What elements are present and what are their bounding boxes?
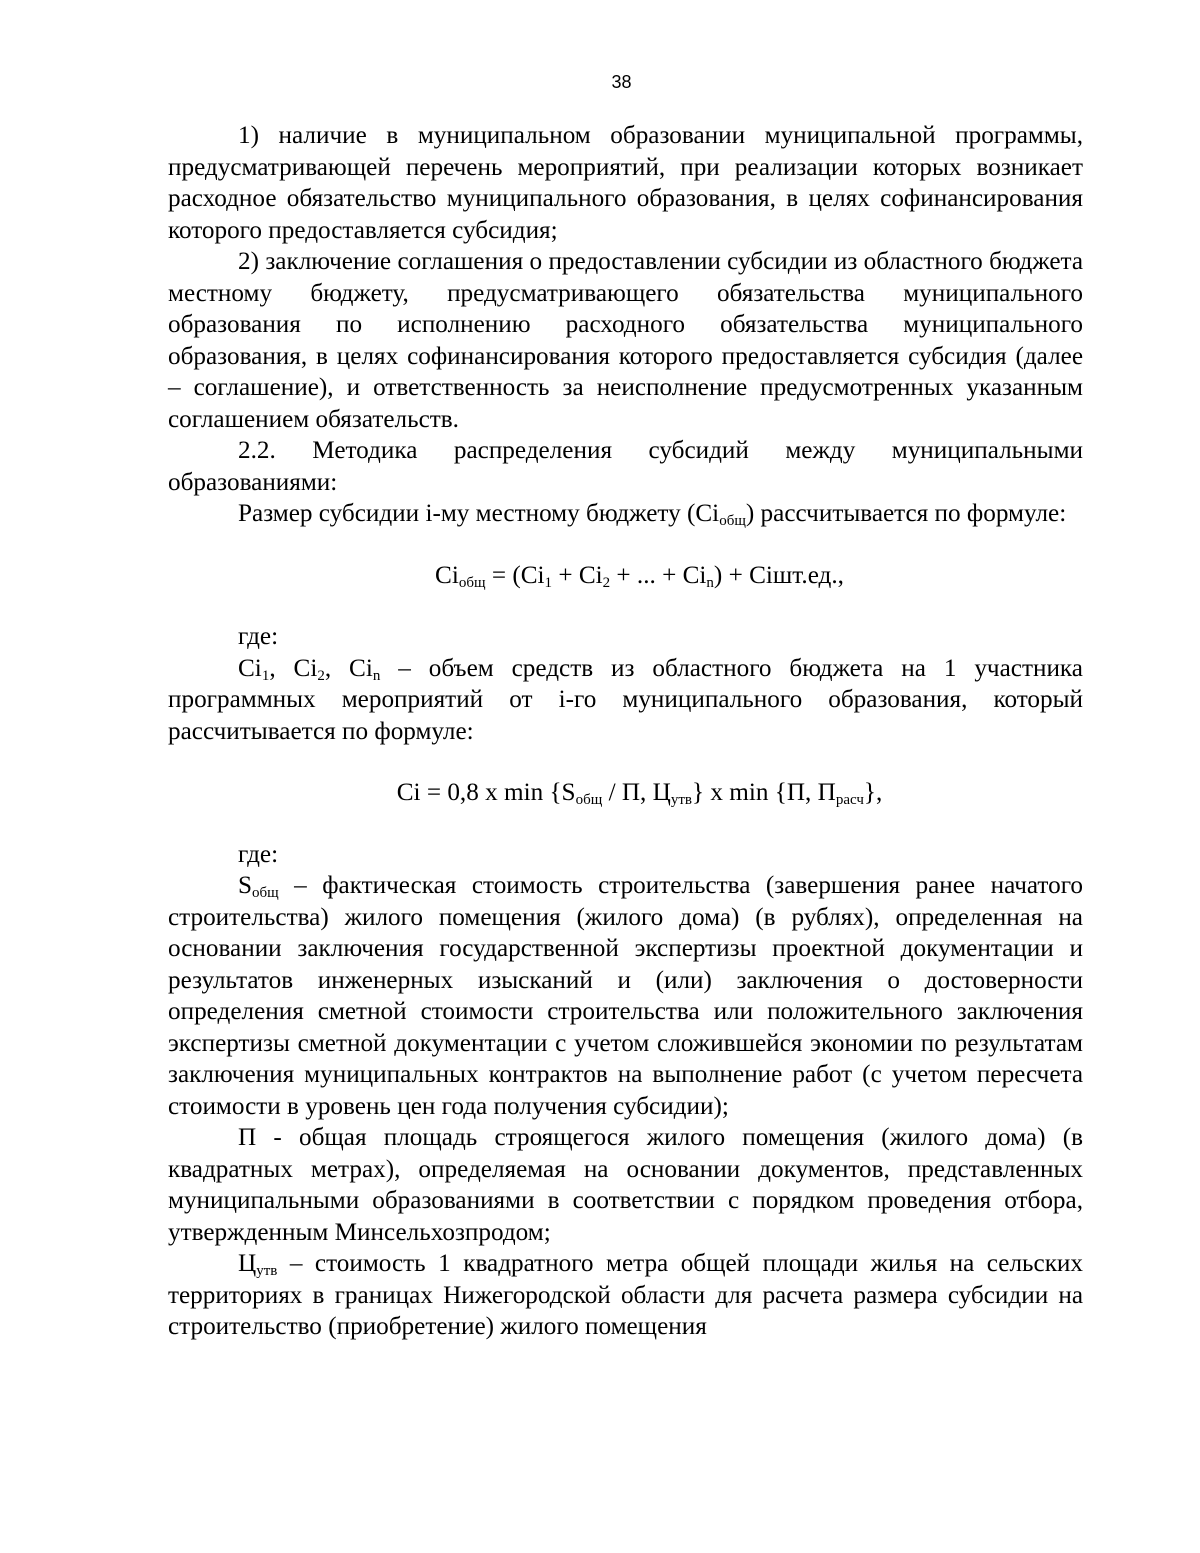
formula-text: + ... + Ci bbox=[610, 561, 707, 589]
formula-subscript: утв bbox=[670, 792, 692, 808]
formula-text: + Ci bbox=[552, 561, 603, 589]
formula-text: ) + Ciшт.ед., bbox=[713, 561, 844, 589]
text-run: – фактическая стоимость строительства (завершения ранее начатого строительства) жилого помещения (жилого дома) (в рублях), определенная на основании заключения государственной экспертизы проектной документации и результатов инженерных изысканий и (или) заключения о достоверности определения сметной стоимости строительства или положительного заключения экспертизы сметной документации с учетом сложившейся экономии по результатам заключения муниципальных контрактов на выполнение работ (с учетом пересчета стоимости в уровень цен года получения субсидии); bbox=[168, 872, 1083, 1120]
paragraph-item-2: 2) заключение соглашения о предоставлении субсидии из областного бюджета местному бюджету, предусматривающего обязательства муниципального образования по исполнению расходного обязательства муниципального образования, в целях софинансирования которого предоставляется субсидия (далее – соглашение), и ответственность за неисполнение предусмотренных указанным соглашением обязательств. bbox=[168, 248, 1083, 433]
formula-subscript: 1 bbox=[544, 574, 553, 591]
where-label: где: bbox=[238, 840, 279, 868]
subscript: утв bbox=[256, 1263, 278, 1279]
text-run: ) рассчитывается по формуле: bbox=[745, 500, 1067, 527]
paragraph-subsidy-size bbox=[168, 498, 1083, 530]
paragraph-methodology-heading: 2.2. Методика распределения субсидий между муниципальными образованиями: bbox=[168, 437, 1083, 496]
paragraph-ci-definition bbox=[168, 653, 1083, 748]
text-run: Размер субсидии i-му местному бюджету (Ci bbox=[238, 500, 720, 527]
text-run: – стоимость 1 квадратного метра общей площади жилья на сельских территориях в границах Нижегородской области для расчета размера субсидии на строительство (приобретение) жилого помещения bbox=[168, 1250, 1083, 1340]
formula-text: } x min {П, П bbox=[691, 779, 836, 806]
formula-subscript: общ bbox=[575, 792, 603, 808]
text-run: S bbox=[238, 872, 253, 899]
page-number: 38 bbox=[611, 72, 632, 92]
subscript: 1 bbox=[261, 667, 270, 684]
where-label: где: bbox=[238, 623, 279, 650]
formula-text: Ci bbox=[435, 561, 459, 589]
formula-total-subsidy bbox=[168, 560, 1083, 592]
formula-text: = (Ci bbox=[485, 561, 545, 589]
formula-text: }, bbox=[863, 779, 883, 806]
formula-per-participant bbox=[168, 777, 1083, 809]
text-run: , Ci bbox=[269, 654, 318, 682]
formula-subscript: 2 bbox=[602, 574, 611, 591]
formula-text: Ci = 0,8 x min {S bbox=[396, 779, 576, 806]
document-body bbox=[168, 120, 1083, 1343]
subscript: общ bbox=[252, 885, 279, 901]
formula-subscript: n bbox=[706, 574, 714, 591]
text-run: Ц bbox=[238, 1250, 257, 1277]
paragraph-item-1: 1) наличие в муниципальном образовании муниципальной программы, предусматривающей перечень мероприятий, при реализации которых возникает расходное обязательство муниципального образования, в целях софинансирования которого предоставляется субсидия; bbox=[168, 122, 1083, 244]
text-run: – объем средств из областного бюджета на 1 участника программных мероприятий от i-го муниципального образования, который рассчитывается по формуле: bbox=[168, 654, 1083, 745]
subscript: общ bbox=[719, 513, 746, 529]
formula-subscript: расч bbox=[835, 792, 864, 808]
text-run: , Ci bbox=[324, 654, 373, 682]
formula-subscript: общ bbox=[458, 574, 486, 591]
paragraph-s-definition bbox=[168, 870, 1083, 1122]
subscript: n bbox=[372, 667, 381, 684]
formula-text: / П, Ц bbox=[602, 779, 671, 806]
paragraph-c-definition bbox=[168, 1248, 1083, 1343]
subscript: 2 bbox=[317, 667, 325, 684]
paragraph-p-definition: П - общая площадь строящегося жилого помещения (жилого дома) (в квадратных метрах), определяемая на основании документов, представленных муниципальными образованиями в соответствии с порядком проведения отбора, утвержденным Минсельхозпродом; bbox=[168, 1124, 1083, 1246]
text-run: Ci bbox=[238, 654, 262, 682]
